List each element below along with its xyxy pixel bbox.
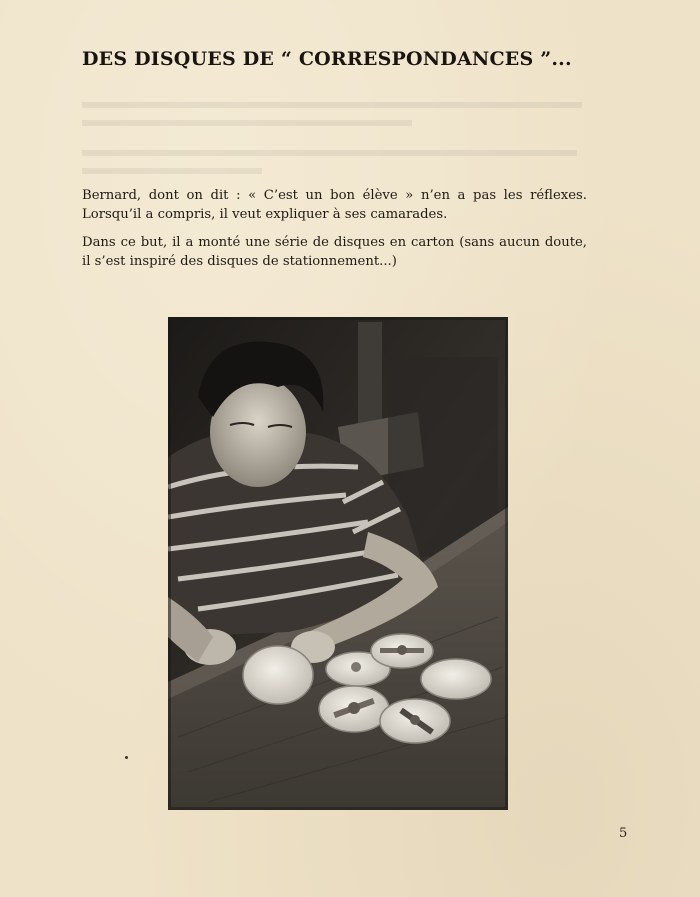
page-number: 5 — [619, 826, 628, 841]
paragraph-disks: Dans ce but, il a monté une série de disques en carton (sans aucun doute, il s’est inspiré des disques de stationnement...) — [82, 235, 587, 269]
page-title: DES DISQUES DE “ CORRESPONDANCES ”... — [82, 48, 572, 70]
paragraph-intro: Bernard, dont on dit : « C’est un bon élève » n’en a pas les réflexes. Lorsqu’il a compris, il veut expliquer à ses camarades. — [82, 188, 587, 222]
show-through-texture — [82, 98, 592, 183]
paper-speck — [125, 756, 128, 759]
photo-boy-with-disks — [168, 317, 508, 810]
photo-illustration — [168, 317, 508, 810]
show-through-lines — [82, 98, 592, 178]
